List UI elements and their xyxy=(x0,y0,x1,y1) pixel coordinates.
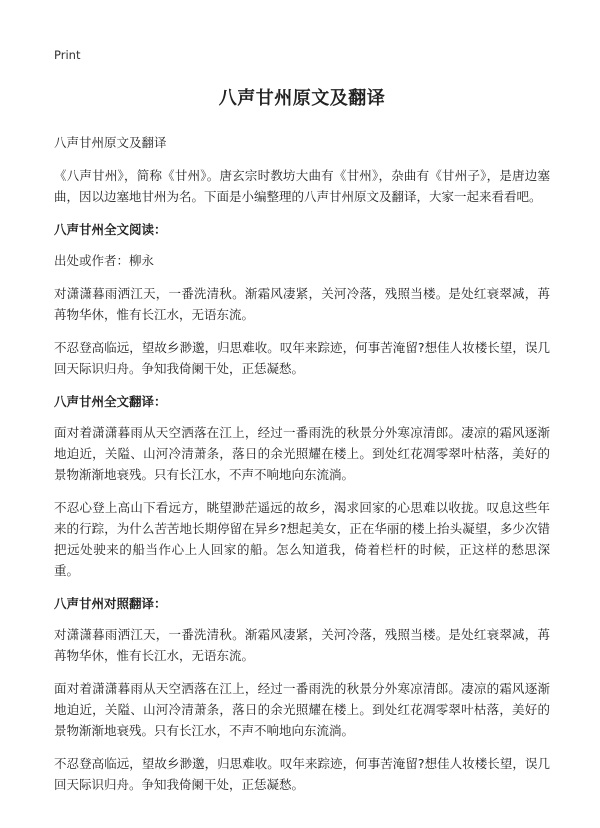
translation-paragraph-1: 面对着潇潇暮雨从天空洒落在江上，经过一番雨洗的秋景分外寒凉清郎。凄凉的霜风逐渐地迫近，关隘、山河冷清萧条，落日的余光照耀在楼上。到处红花凋零翠叶枯落，美好的景物渐渐地衰残。只有长江水，不声不响地向东流淌。 xyxy=(54,425,550,482)
section-full-text xyxy=(54,219,550,379)
section-heading: 八声甘州全文翻译： xyxy=(54,394,167,409)
parallel-paragraph-2: 面对着潇潇暮雨从天空洒落在江上，经过一番雨洗的秋景分外寒凉清郎。凄凉的霜风逐渐地迫近，关隘、山河冷清萧条，落日的余光照耀在楼上。到处红花凋零翠叶枯落，美好的景物渐渐地衰残。只有长江水，不声不响地向东流淌。 xyxy=(54,681,550,738)
parallel-paragraph-1: 对潇潇暮雨洒江天，一番洗清秋。渐霜风凄紧，关河冷落，残照当楼。是处红衰翠减，苒苒物华休，惟有长江水，无语东流。 xyxy=(54,627,550,663)
section-heading: 八声甘州全文阅读： xyxy=(54,222,167,237)
intro-paragraph: 《八声甘州》，简称《甘州》。唐玄宗时教坊大曲有《甘州》，杂曲有《甘州子》，是唐边塞曲，因以边塞地甘州为名。下面是小编整理的八声甘州原文及翻译，大家一起来看看吧。 xyxy=(54,168,550,204)
section-translation xyxy=(54,391,550,581)
parallel-paragraph-3: 不忍登高临远，望故乡渺邈，归思难收。叹年来踪迹，何事苦淹留?想佳人妆楼长望，误几回天际识归舟。争知我倚阑干处，正恁凝愁。 xyxy=(54,756,550,792)
author-line: 出处或作者：柳永 xyxy=(54,253,155,268)
print-link[interactable]: Print xyxy=(54,48,81,62)
subtitle: 八声甘州原文及翻译 xyxy=(54,135,167,150)
section-heading: 八声甘州对照翻译： xyxy=(54,596,167,611)
section-parallel-translation xyxy=(54,593,550,795)
page-title: 八声甘州原文及翻译 xyxy=(218,88,386,109)
poem-stanza-1: 对潇潇暮雨洒江天，一番洗清秋。渐霜风凄紧，关河冷落，残照当楼。是处红衰翠减，苒苒物华休，惟有长江水，无语东流。 xyxy=(54,286,550,322)
poem-stanza-2: 不忍登高临远，望故乡渺邈，归思难收。叹年来踪迹，何事苦淹留?想佳人妆楼长望，误几回天际识归舟。争知我倚阑干处，正恁凝愁。 xyxy=(54,340,550,376)
translation-paragraph-2: 不忍心登上高山下看远方，眺望渺茫遥远的故乡，渴求回家的心思难以收拢。叹息这些年来的行踪，为什么苦苦地长期停留在异乡?想起美女，正在华丽的楼上抬头凝望，多少次错把远处驶来的船当作心上人回家的船。怎么知道我，倚着栏杆的时候，正这样的愁思深重。 xyxy=(54,500,550,578)
